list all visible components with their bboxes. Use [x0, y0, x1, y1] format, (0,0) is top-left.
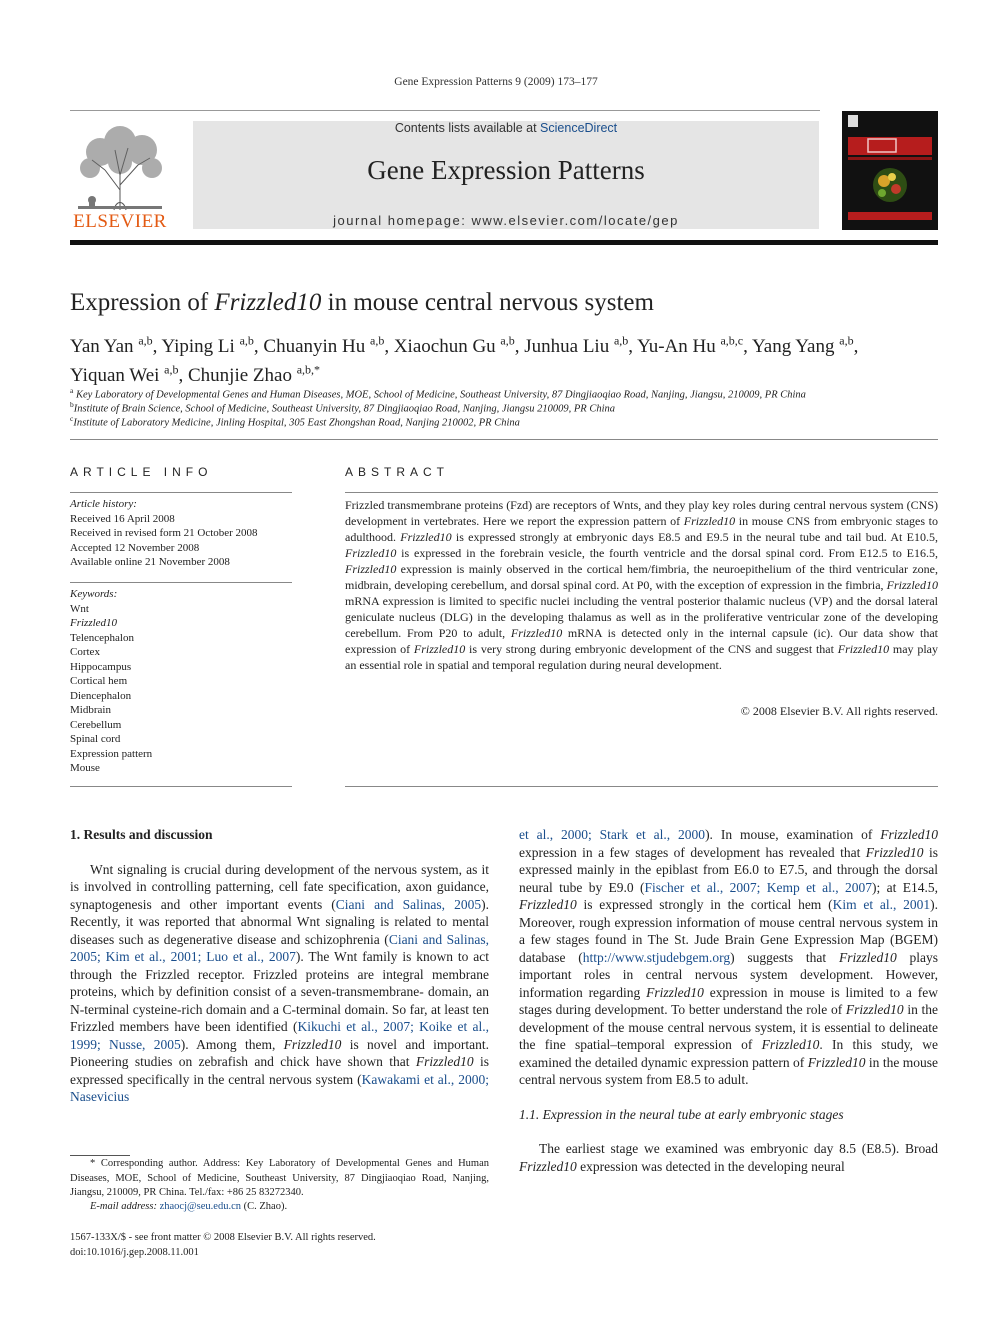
author: Chuanyin Hu $^{a,b}$,: [263, 334, 394, 358]
affiliation-a: $^a$ Key Laboratory of Developmental Genes and Human Diseases, MOE, School of Medicine, Southeast University, 87 Dingjiaoqiao Road, Nanjing, Jiangsu, 210009, PR China: [70, 386, 806, 401]
citation-link: Ciani and Salinas, 2005; Kim et al., 2001; Luo et al., 2007: [70, 931, 489, 964]
bottom-matter: [70, 1231, 376, 1260]
header-rule: [70, 110, 820, 111]
author: Yiquan Wei $^{a,b}$,: [70, 362, 188, 386]
email-footnote: E-mail address: zhaocj@seu.edu.cn (C. Zhao).: [90, 1201, 288, 1212]
abstract-text: Frizzled transmembrane proteins (Fzd) are receptors of Wnts, and they play key roles during central nervous system (CNS) development in vertebrates. Here we report the expression pattern of Frizzled10 in mouse CNS from embryonic stages to adulthood. Frizzled10 is expressed strongly at embryonic days E8.5 and E9.5 in the neural tube and tail bud. At E10.5, Frizzled10 is expressed in the forebrain vesicle, the fourth ventricle and the dorsal spinal cord. From E12.5 to E16.5, Frizzled10 expression is mainly observed in the cortical hem/fimbria, the neuroepithelium of the third ventricular zone, midbrain, developing cerebellum, and dorsal spinal cord. At P0, with the exception of expression in the fimbria, Frizzled10 mRNA expression is limited to specific nuclei including the ventral posterior thalamic nucleus (VP) and the dorsal lateral geniculate nucleus (DLG) in the developing thalamus as well as in the proliferative ventricular zone of the developing cerebellum. From P20 to adult, Frizzled10 mRNA is detected only in the internal capsule (ic). Our data show that expression of Frizzled10 is very strong during embryonic development of the CNS and suggest that Frizzled10 may play an essential role in spatial and temporal regulation during neural development.: [345, 498, 939, 672]
contents-available-line: Contents lists available at ScienceDirect: [394, 121, 618, 135]
doi-line: doi:10.1016/j.gep.2008.11.001: [70, 1246, 199, 1258]
corresponding-footnote: * Corresponding author. Address: Key Laboratory of Developmental Genes and Human Diseases, MOE, School of Medicine, Southeast University, 87 Dingjiaoqiao Road, Nanjing, Jiangsu, 210009, PR China. Tel./fax: +86 25 83272340.: [70, 1158, 489, 1198]
author: Yan Yan $^{a,b}$,: [70, 334, 162, 358]
citation-link: Kawakami et al., 2000; Nasevicius: [70, 1071, 489, 1104]
body-right-column: [519, 826, 938, 1175]
history-item: Available online 21 November 2008: [70, 556, 230, 568]
author-corresponding[interactable]: Chunjie Zhao $^{a,b,*}$: [188, 362, 321, 386]
email-link[interactable]: zhaocj@seu.edu.cn: [159, 1201, 241, 1212]
info-bottom-rule: [70, 786, 292, 787]
keywords-rule: [70, 582, 292, 583]
subsection-heading: 1.1. Expression in the neural tube at early embryonic stages: [519, 1106, 844, 1122]
history-item: Accepted 12 November 2008: [70, 541, 200, 554]
author: Yiping Li $^{a,b}$,: [161, 334, 264, 358]
sciencedirect-link[interactable]: ScienceDirect: [540, 121, 618, 135]
article-history: Article history: Received 16 April 2008 Received in revised form 21 October 2008 Accepted 12 November 2008 Available online 21 November 2008: [70, 497, 292, 570]
header-thick-rule: [70, 240, 938, 245]
body-paragraph: Wnt signaling is crucial during development of the nervous system, as it is involved in controlling patterning, cell fate specification, axon guidance, synaptogenesis and other important events (Ciani and Salinas, 2005). Recently, it was reported that abnormal Wnt signaling is related to mental diseases such as degenerative disease and schizophrenia (Ciani and Salinas, 2005; Kim et al., 2001; Luo et al., 2007). The Wnt family is known to act through the Frizzled receptor. Frizzled proteins are integral membrane proteins, which by definition consist of a seven-transmembrane- domain, an N-terminal cysteine-rich domain and a C-terminal domain. So far, at least ten Frizzled members have been identified (Kikuchi et al., 2007; Koike et al., 1999; Nusse, 2005). Among them, Frizzled10 is novel and important. Pioneering studies on zebrafish and chick have shown that Frizzled10 is expressed specifically in the central nervous system (Kawakami et al., 2000; Nasevicius: [70, 861, 490, 1104]
keyword: Frizzled10: [70, 617, 118, 629]
homepage-link[interactable]: www.elsevier.com/locate/gep: [471, 213, 679, 228]
keyword: Wnt: [70, 602, 89, 615]
article-title: Expression of Frizzled10 in mouse central nervous system: [70, 289, 654, 316]
author: Junhua Liu $^{a,b}$,: [524, 334, 638, 358]
journal-cover-image-icon: [842, 111, 938, 230]
citation-link: Fischer et al., 2007; Kemp et al., 2007: [644, 879, 873, 895]
keyword: Mouse: [70, 762, 100, 774]
affiliation-rule: [70, 439, 938, 440]
author: Xiaochun Gu $^{a,b}$,: [393, 334, 525, 358]
author: Yu-An Hu $^{a,b,c}$,: [637, 334, 752, 358]
issn-line: 1567-133X/$ - see front matter © 2008 Elsevier B.V. All rights reserved.: [70, 1232, 376, 1243]
author-list: [70, 330, 938, 387]
section-heading: 1. Results and discussion: [70, 827, 213, 842]
body-paragraph: et al., 2000; Stark et al., 2000). In mouse, examination of Frizzled10 expression in a few stages of development has revealed that Frizzled10 is expressed mainly in the epiblast from E6.0 to E7.5, and through the dorsal neural tube by E9.0 (Fischer et al., 2007; Kemp et al., 2007); at E14.5, Frizzled10 is expressed strongly in the cortical hem (Kim et al., 2001). Moreover, rough expression information of mouse central nervous system in a few stages found in The St. Jude Brain Gene Expression Map (BGEM) database (http://www.stjudebgem.org) suggests that Frizzled10 plays important roles in central nervous system development. However, information regarding Frizzled10 expression in mouse is limited to a few stages during development. To better understand the role of Frizzled10 in the development of the mouse central nervous system, it is essential to delineate the fine spatial–temporal expression of Frizzled10. In this study, we examined the detailed dynamic expression pattern of Frizzled10 in the mouse central nervous system from E8.5 to adult.: [519, 827, 939, 1087]
body-paragraph: The earliest stage we examined was embryonic day 8.5 (E8.5). Broad Frizzled10 expression was detected in the developing neural: [519, 1141, 938, 1174]
journal-homepage: journal homepage: www.elsevier.com/locate/gep: [333, 213, 679, 228]
history-item: Received 16 April 2008: [70, 512, 175, 525]
journal-title: Gene Expression Patterns: [367, 155, 645, 185]
article-info-heading: ARTICLE INFO: [70, 465, 213, 479]
journal-citation: Gene Expression Patterns 9 (2009) 173–177: [394, 76, 598, 88]
article-info-rule: [70, 492, 292, 493]
body-left-column: [70, 826, 489, 1106]
citation-link: et al., 2000; Stark et al., 2000: [519, 827, 706, 842]
abstract-heading: ABSTRACT: [345, 465, 450, 479]
affiliation-c: $^c$Institute of Laboratory Medicine, Jinling Hospital, 305 East Zhongshan Road, Nanjing 210002, PR China: [70, 414, 520, 429]
keyword: Cerebellum: [70, 718, 122, 731]
publisher-wordmark: ELSEVIER: [73, 211, 167, 232]
keyword: Hippocampus: [70, 660, 132, 673]
keyword: Spinal cord: [70, 733, 121, 745]
author: Yang Yang $^{a,b}$,: [751, 334, 859, 358]
history-item: Received in revised form 21 October 2008: [70, 527, 258, 539]
keywords-list: Keywords: Wnt Frizzled10 Telencephalon Cortex Hippocampus Cortical hem Diencephalon Midbrain Cerebellum Spinal cord Expression pattern Mouse: [70, 587, 292, 776]
citation-link: Ciani and Salinas, 2005: [335, 896, 482, 912]
keyword: Midbrain: [70, 704, 111, 716]
citation-link: Kim et al., 2001: [832, 897, 931, 912]
keyword: Expression pattern: [70, 747, 153, 760]
keyword: Cortex: [70, 646, 100, 658]
journal-banner: [193, 121, 819, 229]
citation-link: Kikuchi et al., 2007; Koike et al., 1999; Nusse, 2005: [70, 1019, 489, 1052]
abstract-bottom-rule: [345, 786, 938, 787]
keyword: Cortical hem: [70, 675, 128, 687]
keyword: Diencephalon: [70, 689, 132, 702]
keyword: Telencephalon: [70, 631, 134, 644]
bgem-link: http://www.stjudebgem.org: [582, 949, 731, 965]
abstract-copyright: © 2008 Elsevier B.V. All rights reserved.: [740, 704, 938, 718]
footnote-rule: [70, 1155, 130, 1156]
affiliation-b: $^b$Institute of Brain Science, School of Medicine, Southeast University, 87 Dingjiaoqiao Road, Nanjing, Jiangsu 210009, PR China: [70, 400, 616, 415]
abstract-rule: [345, 492, 938, 493]
